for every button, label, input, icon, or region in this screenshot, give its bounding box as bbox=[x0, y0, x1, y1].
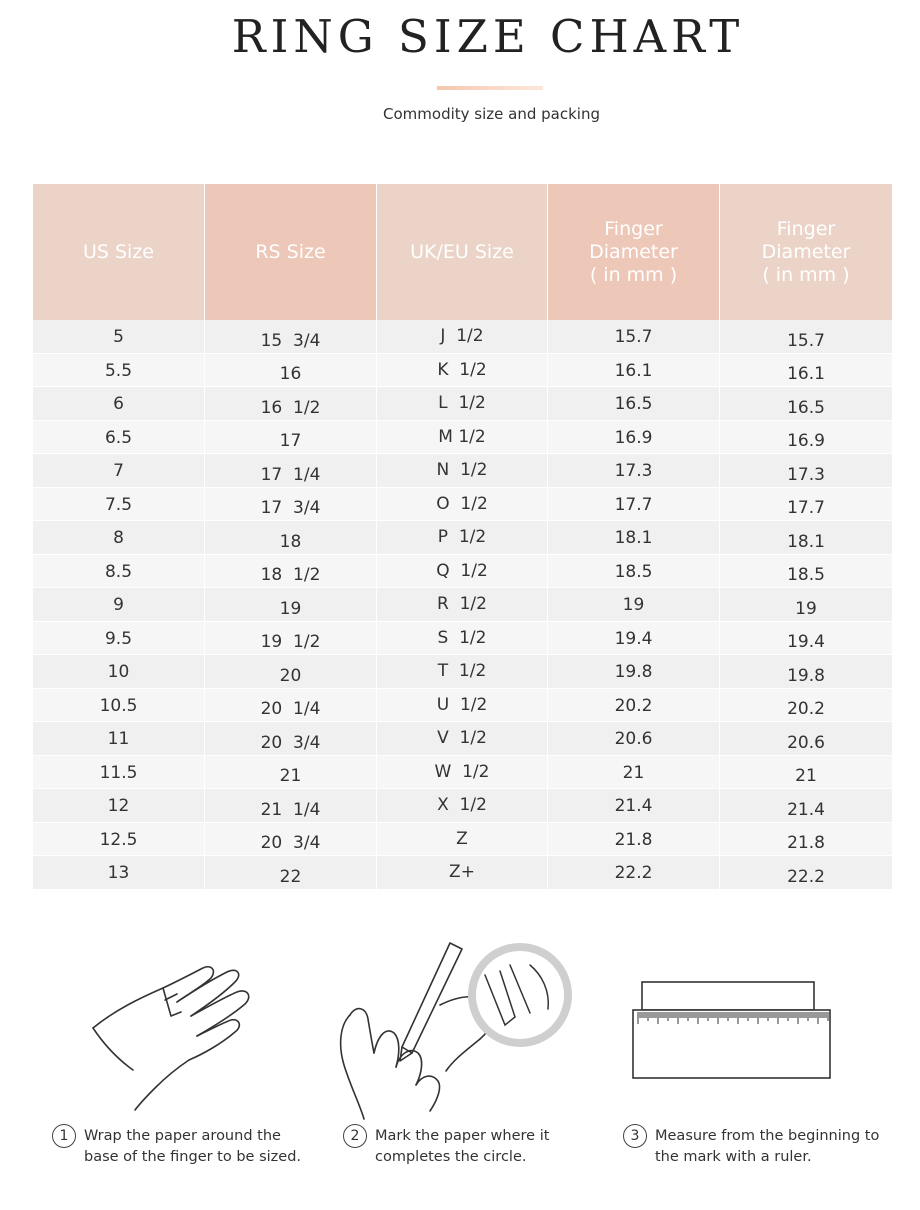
cell-rs-size: 16 1/2 bbox=[204, 387, 376, 421]
cell-finger-diameter: 16.5 bbox=[547, 387, 719, 421]
column-header-uk-eu-size: UK/EU Size bbox=[376, 184, 547, 320]
page-title: RING SIZE CHART bbox=[231, 10, 745, 63]
cell-uk-eu-size: W 1/2 bbox=[376, 756, 547, 790]
cell-finger-diameter-2: 16.9 bbox=[719, 421, 892, 455]
table-row bbox=[33, 588, 892, 622]
table-row bbox=[33, 454, 892, 488]
cell-finger-diameter: 19 bbox=[547, 588, 719, 622]
cell-uk-eu-size: J 1/2 bbox=[376, 320, 547, 354]
step-1-text bbox=[84, 1126, 301, 1168]
cell-finger-diameter-2: 16.5 bbox=[719, 387, 892, 421]
cell-us-size: 6.5 bbox=[33, 421, 204, 455]
cell-finger-diameter-2: 20.2 bbox=[719, 689, 892, 723]
cell-finger-diameter: 16.1 bbox=[547, 354, 719, 388]
cell-us-size: 8 bbox=[33, 521, 204, 555]
cell-finger-diameter: 18.1 bbox=[547, 521, 719, 555]
cell-finger-diameter-2: 21.4 bbox=[719, 789, 892, 823]
cell-finger-diameter: 21 bbox=[547, 756, 719, 790]
title-accent-bar bbox=[437, 86, 543, 90]
cell-finger-diameter-2: 19.8 bbox=[719, 655, 892, 689]
table-row bbox=[33, 622, 892, 656]
ruler-icon bbox=[630, 980, 835, 1080]
cell-uk-eu-size: K 1/2 bbox=[376, 354, 547, 388]
column-header-finger-diameter-2: Finger Diameter ( in mm ) bbox=[719, 184, 892, 320]
table-row bbox=[33, 387, 892, 421]
cell-us-size: 6 bbox=[33, 387, 204, 421]
cell-us-size: 11 bbox=[33, 722, 204, 756]
cell-uk-eu-size: Z+ bbox=[376, 856, 547, 890]
cell-finger-diameter: 17.7 bbox=[547, 488, 719, 522]
ring-size-table bbox=[33, 184, 892, 890]
cell-rs-size: 17 1/4 bbox=[204, 454, 376, 488]
cell-finger-diameter-2: 22.2 bbox=[719, 856, 892, 890]
cell-finger-diameter-2: 21 bbox=[719, 756, 892, 790]
cell-us-size: 5.5 bbox=[33, 354, 204, 388]
cell-rs-size: 18 1/2 bbox=[204, 555, 376, 589]
cell-us-size: 12 bbox=[33, 789, 204, 823]
cell-rs-size: 19 bbox=[204, 588, 376, 622]
cell-finger-diameter: 21.4 bbox=[547, 789, 719, 823]
cell-uk-eu-size: V 1/2 bbox=[376, 722, 547, 756]
page-subtitle: Commodity size and packing bbox=[383, 105, 600, 123]
cell-uk-eu-size: L 1/2 bbox=[376, 387, 547, 421]
step-3-line-1: Measure from the beginning to bbox=[655, 1128, 880, 1144]
cell-finger-diameter-2: 20.6 bbox=[719, 722, 892, 756]
table-header-row bbox=[33, 184, 892, 320]
step-1-line-1: Wrap the paper around the bbox=[84, 1128, 281, 1144]
cell-rs-size: 17 bbox=[204, 421, 376, 455]
table-row bbox=[33, 655, 892, 689]
step-1-number: 1 bbox=[52, 1124, 76, 1148]
cell-us-size: 13 bbox=[33, 856, 204, 890]
cell-finger-diameter: 20.2 bbox=[547, 689, 719, 723]
cell-us-size: 9 bbox=[33, 588, 204, 622]
cell-rs-size: 21 bbox=[204, 756, 376, 790]
cell-finger-diameter-2: 18.1 bbox=[719, 521, 892, 555]
column-header-us-size: US Size bbox=[33, 184, 204, 320]
cell-rs-size: 17 3/4 bbox=[204, 488, 376, 522]
cell-us-size: 8.5 bbox=[33, 555, 204, 589]
cell-rs-size: 19 1/2 bbox=[204, 622, 376, 656]
table-row bbox=[33, 521, 892, 555]
table-row bbox=[33, 856, 892, 890]
cell-finger-diameter: 17.3 bbox=[547, 454, 719, 488]
cell-rs-size: 15 3/4 bbox=[204, 320, 376, 354]
cell-finger-diameter: 16.9 bbox=[547, 421, 719, 455]
cell-uk-eu-size: R 1/2 bbox=[376, 588, 547, 622]
table-row bbox=[33, 320, 892, 354]
cell-finger-diameter: 18.5 bbox=[547, 555, 719, 589]
table-body bbox=[33, 320, 892, 890]
cell-finger-diameter-2: 18.5 bbox=[719, 555, 892, 589]
table-row bbox=[33, 421, 892, 455]
table-row bbox=[33, 722, 892, 756]
cell-us-size: 9.5 bbox=[33, 622, 204, 656]
step-2-number: 2 bbox=[343, 1124, 367, 1148]
step-2-text bbox=[375, 1126, 549, 1168]
cell-finger-diameter: 20.6 bbox=[547, 722, 719, 756]
cell-uk-eu-size: M 1/2 bbox=[376, 421, 547, 455]
cell-rs-size: 20 bbox=[204, 655, 376, 689]
cell-finger-diameter-2: 19.4 bbox=[719, 622, 892, 656]
table-row bbox=[33, 789, 892, 823]
cell-finger-diameter: 21.8 bbox=[547, 823, 719, 857]
cell-us-size: 12.5 bbox=[33, 823, 204, 857]
cell-finger-diameter-2: 19 bbox=[719, 588, 892, 622]
cell-us-size: 7 bbox=[33, 454, 204, 488]
cell-us-size: 7.5 bbox=[33, 488, 204, 522]
column-header-finger-diameter: Finger Diameter ( in mm ) bbox=[547, 184, 719, 320]
cell-finger-diameter: 22.2 bbox=[547, 856, 719, 890]
cell-rs-size: 20 3/4 bbox=[204, 823, 376, 857]
pen-mark-icon bbox=[330, 935, 580, 1125]
cell-uk-eu-size: U 1/2 bbox=[376, 689, 547, 723]
cell-uk-eu-size: N 1/2 bbox=[376, 454, 547, 488]
cell-finger-diameter-2: 16.1 bbox=[719, 354, 892, 388]
cell-uk-eu-size: T 1/2 bbox=[376, 655, 547, 689]
step-3-line-2: the mark with a ruler. bbox=[655, 1149, 812, 1165]
cell-rs-size: 20 1/4 bbox=[204, 689, 376, 723]
cell-uk-eu-size: X 1/2 bbox=[376, 789, 547, 823]
cell-uk-eu-size: Q 1/2 bbox=[376, 555, 547, 589]
cell-uk-eu-size: O 1/2 bbox=[376, 488, 547, 522]
cell-finger-diameter: 15.7 bbox=[547, 320, 719, 354]
table-row bbox=[33, 689, 892, 723]
cell-rs-size: 16 bbox=[204, 354, 376, 388]
cell-uk-eu-size: P 1/2 bbox=[376, 521, 547, 555]
cell-finger-diameter-2: 15.7 bbox=[719, 320, 892, 354]
cell-us-size: 5 bbox=[33, 320, 204, 354]
step-1-line-2: base of the finger to be sized. bbox=[84, 1149, 302, 1165]
table-row bbox=[33, 555, 892, 589]
cell-finger-diameter: 19.8 bbox=[547, 655, 719, 689]
cell-us-size: 11.5 bbox=[33, 756, 204, 790]
cell-finger-diameter-2: 21.8 bbox=[719, 823, 892, 857]
cell-uk-eu-size: S 1/2 bbox=[376, 622, 547, 656]
cell-finger-diameter: 19.4 bbox=[547, 622, 719, 656]
step-2-line-1: Mark the paper where it bbox=[375, 1128, 550, 1144]
cell-rs-size: 18 bbox=[204, 521, 376, 555]
hand-wrap-icon bbox=[85, 950, 265, 1120]
cell-rs-size: 20 3/4 bbox=[204, 722, 376, 756]
cell-us-size: 10.5 bbox=[33, 689, 204, 723]
cell-finger-diameter-2: 17.3 bbox=[719, 454, 892, 488]
step-3-number: 3 bbox=[623, 1124, 647, 1148]
cell-finger-diameter-2: 17.7 bbox=[719, 488, 892, 522]
measuring-steps bbox=[0, 930, 920, 1210]
table-row bbox=[33, 488, 892, 522]
cell-us-size: 10 bbox=[33, 655, 204, 689]
table-row bbox=[33, 756, 892, 790]
cell-uk-eu-size: Z bbox=[376, 823, 547, 857]
column-header-rs-size: RS Size bbox=[204, 184, 376, 320]
table-row bbox=[33, 354, 892, 388]
step-3-text bbox=[655, 1126, 879, 1168]
step-2-line-2: completes the circle. bbox=[375, 1149, 527, 1165]
cell-rs-size: 22 bbox=[204, 856, 376, 890]
cell-rs-size: 21 1/4 bbox=[204, 789, 376, 823]
table-row bbox=[33, 823, 892, 857]
